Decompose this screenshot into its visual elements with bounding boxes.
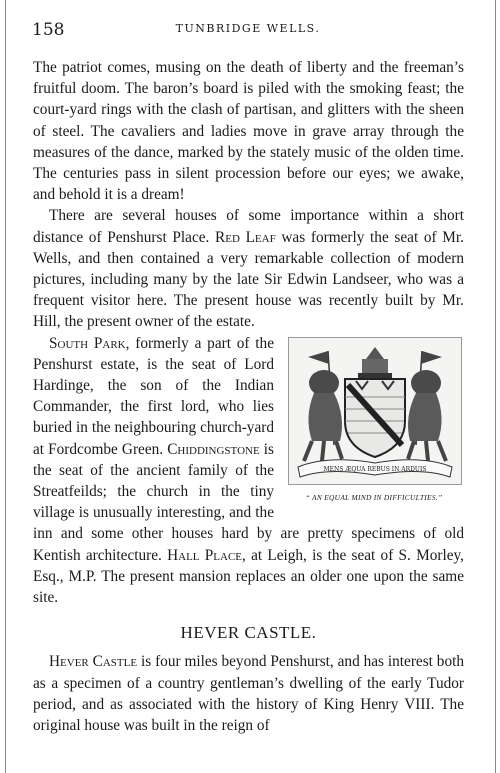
paragraph-south-park-text-3: , at Leigh, is the seat of S. Morley, Esq., M.P. The present mansion replaces an older one upon the same site.	[33, 546, 464, 607]
page-header	[32, 20, 464, 42]
page-number: 158	[32, 20, 65, 40]
paragraph-patriot: The patriot comes, musing on the death of liberty and the freeman’s fruitful doom. The baron’s board is piled with the smoking feast; the court-yard rings with the clash of partisan, and glitters with the sheen of steel. The cavaliers and ladies move in grave array through the measures of the dance, marked by the stately music of the olden time. The centuries pass in silent procession before our eyes; we awake, and behold it is a dream!	[33, 59, 464, 204]
coat-of-arms-figure	[284, 337, 464, 502]
section-heading: HEVER CASTLE.	[180, 623, 317, 643]
right-border-rule	[495, 0, 496, 773]
south-park-name: South Park	[49, 334, 126, 352]
red-leaf-name: Red Leaf	[215, 228, 276, 246]
body-text	[33, 57, 464, 736]
motto-text: MENS ÆQUA REBUS IN ARDUIS	[323, 465, 427, 473]
hall-place-name: Hall Place	[167, 546, 242, 564]
paragraph-hever-text: is four miles beyond Penshurst, and has interest both as a specimen of a country gentleman’s dwelling of the early Tudor period, and as associated with the history of King Henry VIII. The original house was built in the reign of	[33, 653, 465, 735]
figure-caption: “ AN EQUAL MIND IN DIFFICULTIES.”	[305, 492, 443, 502]
left-border-rule	[5, 0, 6, 773]
paragraph-south-park-text-1: , formerly a part of the Penshurst estate, is the seat of Lord Hardinge, the son of the Indian Commander, the first lord, who lies buried in the neighbouring church-yard at Fordcombe Green.	[33, 334, 274, 458]
paragraph-south-park-text-2: is the seat of the ancient family of the Streatfeilds; the church in the tiny village is unusually interesting, and the inn and some other houses hard by are pretty specimens of old Kentish architecture.	[33, 440, 464, 564]
chiddingstone-name: Chiddingstone	[167, 440, 260, 458]
paragraph-houses-text-1: There are several houses of some importance within a short distance of Penshurst Place.	[33, 207, 464, 246]
paragraph-hever	[33, 651, 464, 736]
paragraph-houses	[33, 205, 464, 332]
paragraph-houses-text-2: was formerly the seat of Mr. Wells, and then contained a very remarkable collection of modern pictures, including many by the late Sir Edwin Landseer, who was a frequent visitor here. The present house was recently built by Mr. Hill, the present owner of the estate.	[33, 228, 464, 331]
running-title: TUNBRIDGE WELLS.	[175, 22, 321, 35]
coat-of-arms-illustration	[288, 337, 462, 485]
hever-castle-name: Hever Castle	[49, 653, 138, 671]
